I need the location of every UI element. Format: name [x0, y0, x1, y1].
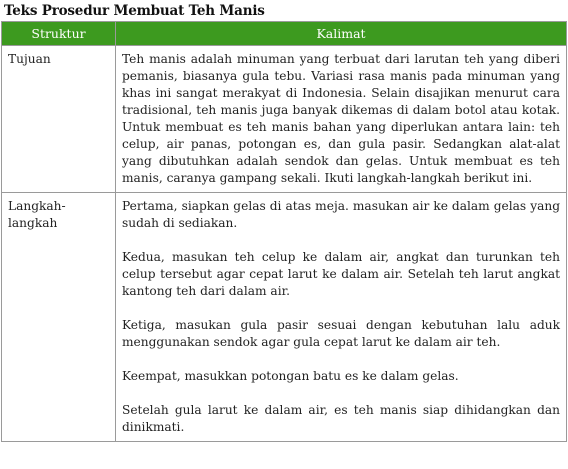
step-paragraph: Keempat, masukkan potongan batu es ke dalam gelas.: [122, 369, 459, 383]
table-row-tujuan: [2, 46, 567, 193]
cell-struktur-langkah: Langkah-langkah: [2, 193, 116, 442]
step-paragraph: Kedua, masukan teh celup ke dalam air, angkat dan turunkan teh celup tersebut agar cepat larut ke dalam air. Setelah teh larut angkat kantong teh dari dalam air.: [122, 250, 560, 298]
cell-kalimat-tujuan: Teh manis adalah minuman yang terbuat dari larutan teh yang diberi pemanis, biasanya gula tebu. Variasi rasa manis pada minuman yang khas ini sangat merakyat di Indonesia. Selain disajikan menurut cara tradisional, teh manis juga banyak dikemas di dalam botol atau kotak. Untuk membuat es teh manis bahan yang diperlukan antara lain: teh celup, air panas, potongan es, dan gula pasir. Sedangkan alat-alat yang dibutuhkan adalah sendok dan gelas. Untuk membuat es teh manis, caranya gampang sekali. Ikuti langkah-langkah berikut ini.: [116, 46, 567, 193]
step-paragraph: Setelah gula larut ke dalam air, es teh manis siap dihidangkan dan dinikmati.: [122, 403, 560, 434]
cell-struktur-tujuan: Tujuan: [2, 46, 116, 193]
step-paragraph: Ketiga, masukan gula pasir sesuai dengan kebutuhan lalu aduk menggunakan sendok agar gula cepat larut ke dalam air teh.: [122, 318, 560, 349]
step-paragraph: Pertama, siapkan gelas di atas meja. masukan air ke dalam gelas yang sudah di sediakan.: [122, 199, 560, 230]
document-title: Teks Prosedur Membuat Teh Manis: [4, 3, 265, 19]
procedure-table: [1, 21, 567, 442]
table-header-row: [2, 22, 567, 46]
cell-kalimat-langkah: [116, 193, 567, 442]
header-kalimat: Kalimat: [116, 22, 567, 46]
header-struktur: Struktur: [2, 22, 116, 46]
table-row-langkah: [2, 193, 567, 442]
